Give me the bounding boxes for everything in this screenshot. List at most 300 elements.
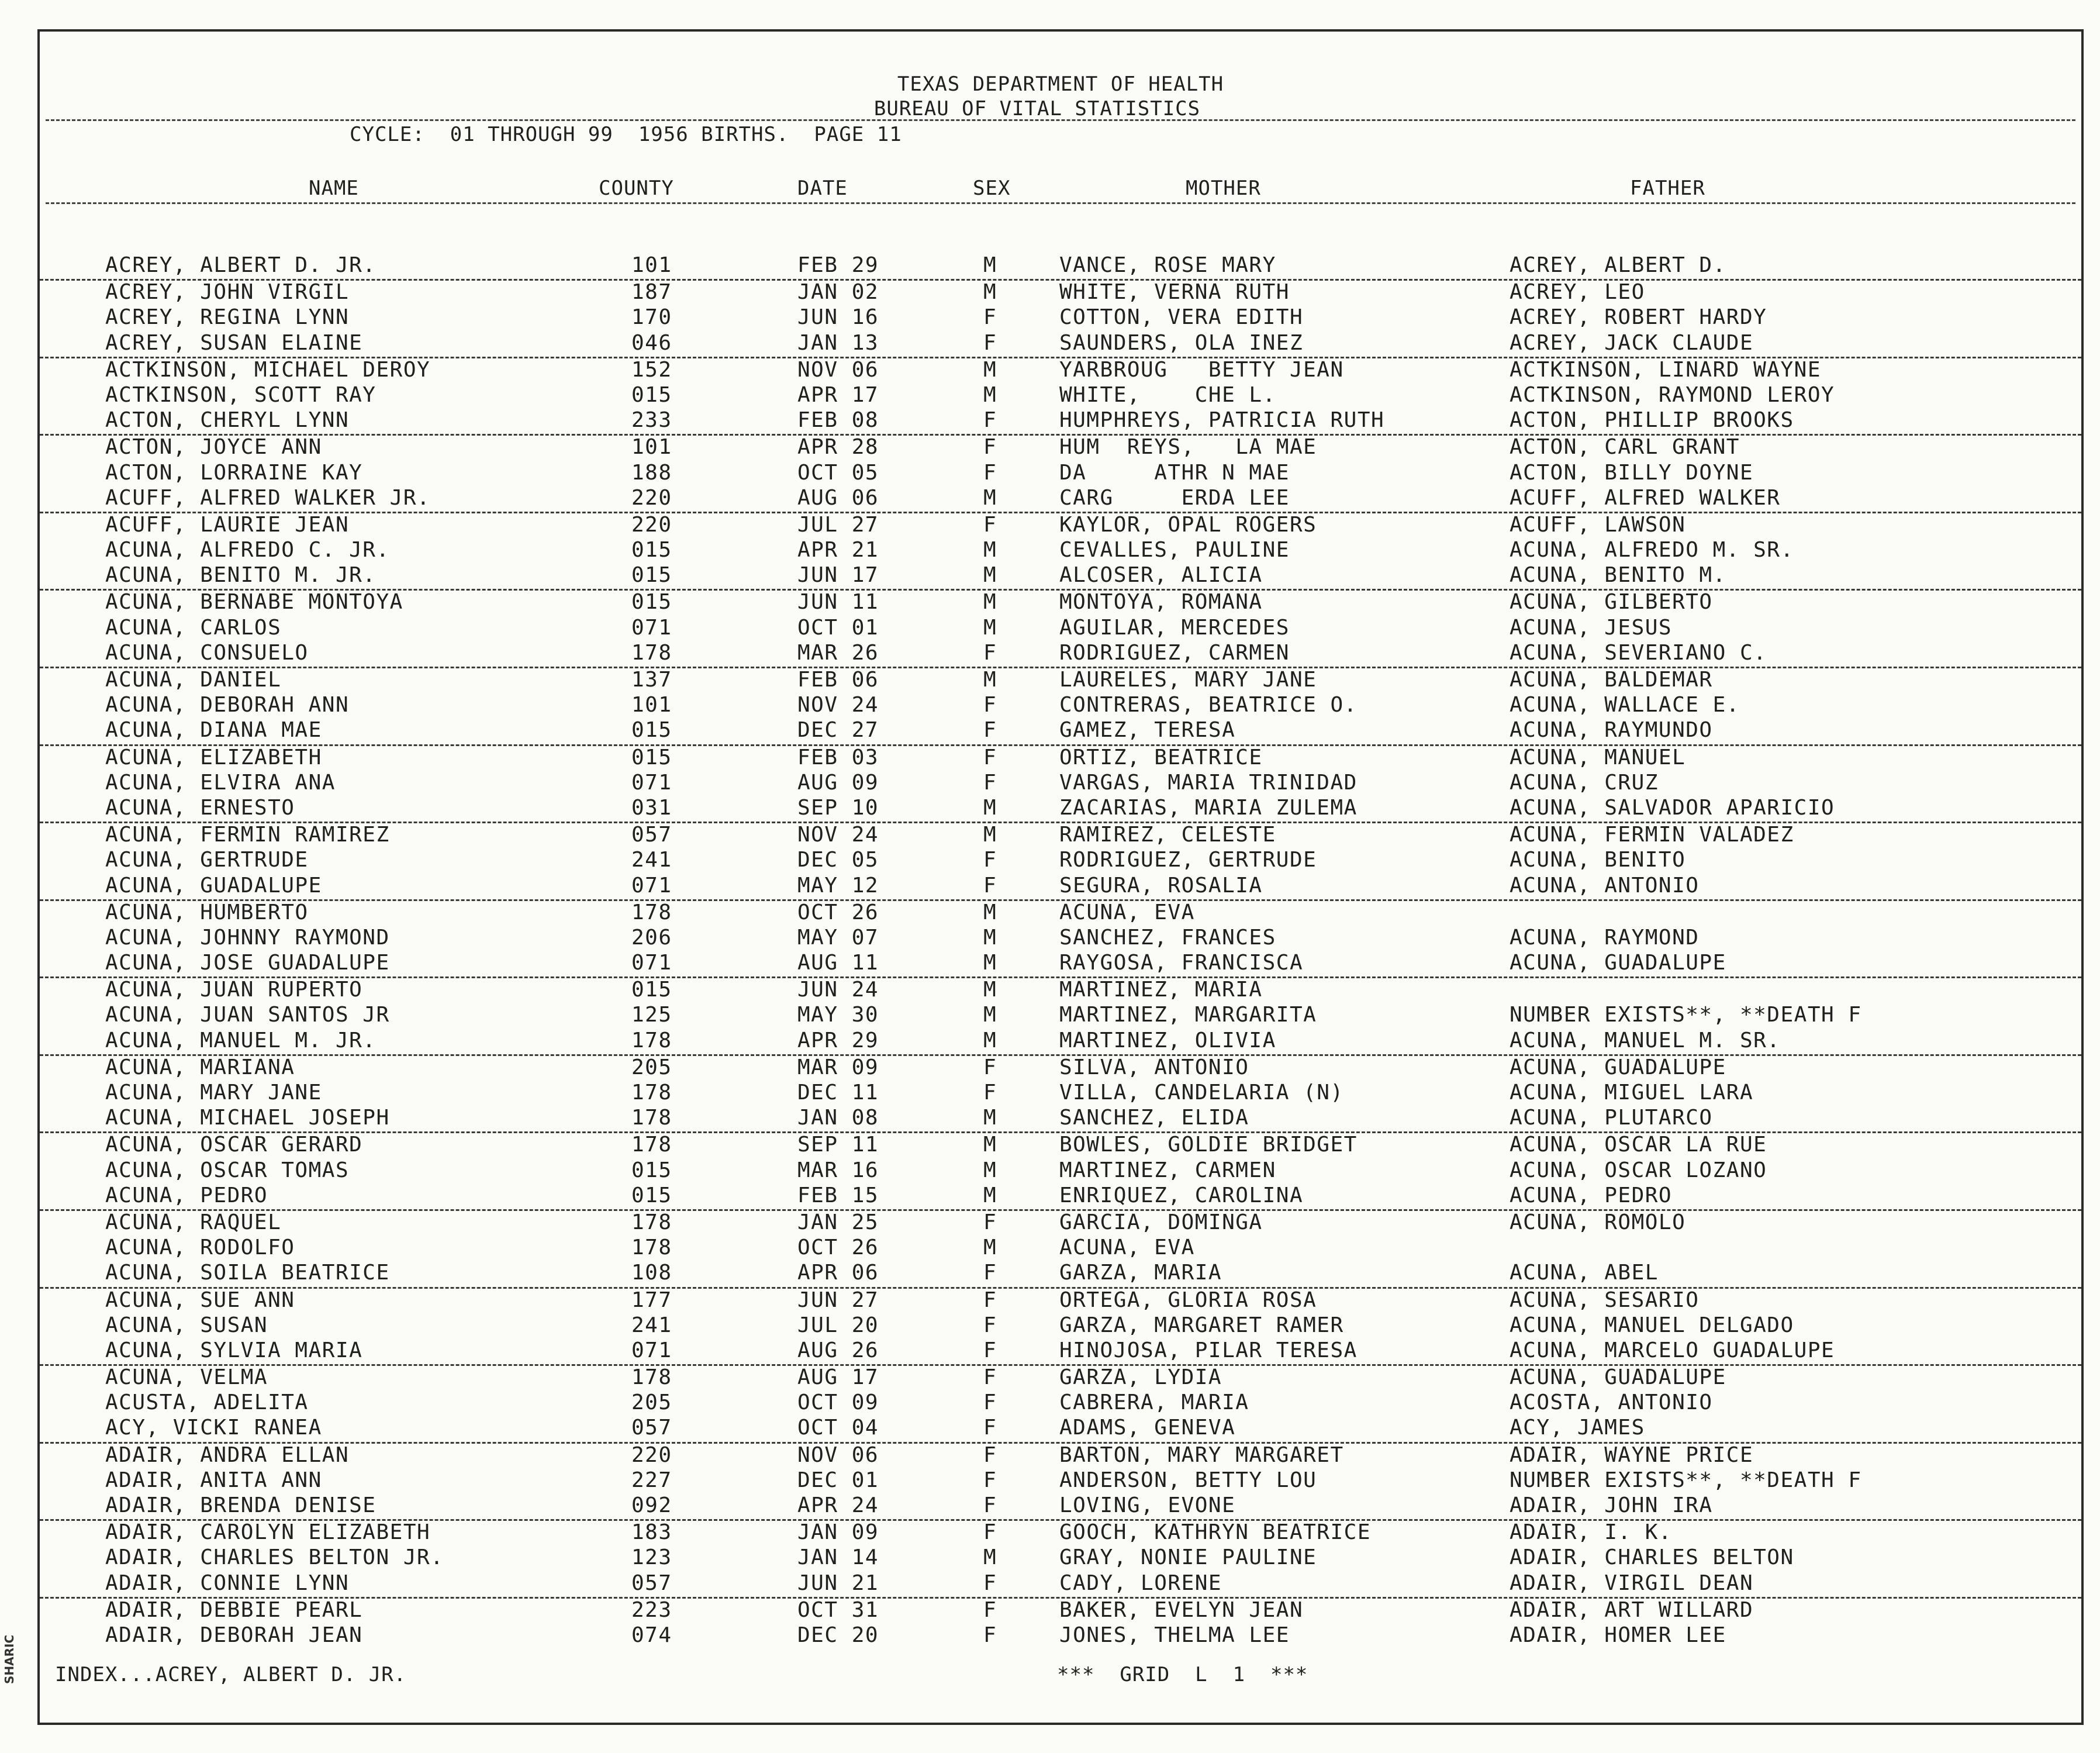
cell-name: ACUNA, MARY JANE	[105, 1081, 322, 1105]
cell-father: ACY, JAMES	[1510, 1416, 1645, 1440]
cell-sex: M	[983, 925, 997, 950]
cell-sex: M	[983, 1183, 997, 1207]
cell-name: ACREY, ALBERT D. JR.	[105, 253, 377, 277]
cell-mother: ANDERSON, BETTY LOU	[1059, 1468, 1317, 1492]
cell-county: 101	[631, 693, 672, 717]
cell-mother: WHITE, VERNA RUTH	[1059, 280, 1290, 305]
cell-county: 015	[631, 538, 672, 563]
cell-name: ACUNA, OSCAR GERARD	[105, 1133, 363, 1157]
cell-sex: M	[983, 538, 997, 563]
cell-sex: M	[983, 668, 997, 692]
column-header-name: NAME	[309, 177, 359, 200]
cell-father: ACUNA, JESUS	[1510, 615, 1673, 640]
cell-father: ACUNA, SALVADOR APARICIO	[1510, 795, 1835, 820]
cell-mother: CEVALLES, PAULINE	[1059, 538, 1290, 563]
cell-father: ACTKINSON, RAYMOND LEROY	[1510, 382, 1835, 407]
cell-mother: ENRIQUEZ, CAROLINA	[1059, 1183, 1304, 1207]
cell-sex: M	[983, 951, 997, 975]
cell-mother: CARG ERDA LEE	[1059, 485, 1290, 510]
cell-sex: M	[983, 563, 997, 588]
cell-county: 071	[631, 1338, 672, 1362]
cell-county: 101	[631, 435, 672, 460]
cell-date: APR 24	[797, 1493, 879, 1517]
cell-date: OCT 04	[797, 1416, 879, 1440]
cell-name: ACUNA, ELVIRA ANA	[105, 770, 336, 795]
cell-date: APR 17	[797, 382, 879, 407]
cell-mother: ADAMS, GENEVA	[1059, 1416, 1236, 1440]
cell-mother: BAKER, EVELYN JEAN	[1059, 1597, 1304, 1622]
cell-father: ACUNA, WALLACE E.	[1510, 693, 1740, 717]
cell-date: DEC 01	[797, 1468, 879, 1492]
cell-mother: GAMEZ, TERESA	[1059, 718, 1236, 743]
cell-father: ACUNA, GUADALUPE	[1510, 1365, 1726, 1390]
cell-name: ACUNA, ELIZABETH	[105, 745, 322, 769]
cell-county: 123	[631, 1545, 672, 1570]
cell-mother: MARTINEZ, OLIVIA	[1059, 1028, 1276, 1053]
table-row	[40, 719, 2081, 746]
cell-county: 170	[631, 305, 672, 330]
cell-mother: ACUNA, EVA	[1059, 1236, 1195, 1260]
cell-sex: F	[983, 512, 997, 537]
cell-sex: F	[983, 693, 997, 717]
cell-sex: F	[983, 435, 997, 460]
cell-name: ADAIR, DEBBIE PEARL	[105, 1597, 363, 1622]
table-row	[40, 486, 2081, 513]
cell-father: ACUNA, RAYMOND	[1510, 925, 1700, 950]
table-row	[40, 1184, 2081, 1211]
cell-sex: M	[983, 1003, 997, 1027]
cell-father: ACUNA, FERMIN VALADEZ	[1510, 823, 1794, 847]
cell-mother: ACUNA, EVA	[1059, 900, 1195, 924]
table-row	[40, 358, 2081, 384]
table-row	[40, 1289, 2081, 1314]
cell-sex: M	[983, 795, 997, 820]
cell-name: ACUNA, GERTRUDE	[105, 848, 309, 872]
cell-county: 015	[631, 718, 672, 743]
cell-mother: GARZA, LYDIA	[1059, 1365, 1222, 1390]
cell-county: 178	[631, 1236, 672, 1260]
table-row	[40, 1261, 2081, 1288]
cell-name: ACUNA, MARIANA	[105, 1055, 295, 1079]
cell-mother: COTTON, VERA EDITH	[1059, 305, 1304, 330]
cell-name: ACUNA, JUAN RUPERTO	[105, 978, 363, 1002]
table-row	[40, 1546, 2081, 1571]
cell-mother: CADY, LORENE	[1059, 1571, 1222, 1595]
cell-date: APR 06	[797, 1261, 879, 1285]
cell-date: OCT 26	[797, 1236, 879, 1260]
cell-father: ACUNA, BALDEMAR	[1510, 668, 1713, 692]
cell-county: 071	[631, 615, 672, 640]
table-row	[40, 926, 2081, 951]
table-row	[40, 641, 2081, 668]
cell-sex: F	[983, 1623, 997, 1647]
cell-sex: F	[983, 1597, 997, 1622]
cell-sex: F	[983, 1416, 997, 1440]
cell-name: ACTKINSON, SCOTT RAY	[105, 382, 377, 407]
cell-father: ACUNA, MARCELO GUADALUPE	[1510, 1338, 1835, 1362]
table-row	[40, 564, 2081, 591]
cell-father: ACUNA, GUADALUPE	[1510, 1055, 1726, 1079]
cell-father: ACUNA, ALFREDO M. SR.	[1510, 538, 1794, 563]
cell-county: 205	[631, 1390, 672, 1415]
cell-name: ACUNA, SUE ANN	[105, 1288, 295, 1312]
cell-county: 227	[631, 1468, 672, 1492]
cell-sex: M	[983, 357, 997, 382]
cell-name: ACUNA, RODOLFO	[105, 1236, 295, 1260]
cell-date: MAY 30	[797, 1003, 879, 1027]
table-row	[40, 1494, 2081, 1521]
cell-date: DEC 05	[797, 848, 879, 872]
table-row	[40, 332, 2081, 358]
cell-mother: VILLA, CANDELARIA (N)	[1059, 1081, 1344, 1105]
table-row	[40, 1056, 2081, 1081]
cell-date: JAN 13	[797, 330, 879, 355]
cell-mother: MONTOYA, ROMANA	[1059, 590, 1263, 615]
cell-mother: GARZA, MARIA	[1059, 1261, 1222, 1285]
cell-name: ACUNA, HUMBERTO	[105, 900, 309, 924]
cell-date: OCT 09	[797, 1390, 879, 1415]
cell-county: 183	[631, 1520, 672, 1545]
table-row	[40, 281, 2081, 306]
cell-name: ACUNA, ALFREDO C. JR.	[105, 538, 390, 563]
column-header-date: DATE	[797, 177, 848, 200]
cell-name: ADAIR, ANDRA ELLAN	[105, 1443, 350, 1467]
cell-mother: KAYLOR, OPAL ROGERS	[1059, 512, 1317, 537]
cell-father: ACUNA, OSCAR LOZANO	[1510, 1158, 1767, 1182]
table-row	[40, 461, 2081, 486]
cell-father: ACREY, ALBERT D.	[1510, 253, 1726, 277]
cell-name: ACUSTA, ADELITA	[105, 1390, 309, 1415]
cell-father: ADAIR, ART WILLARD	[1510, 1597, 1754, 1622]
cell-date: DEC 20	[797, 1623, 879, 1647]
cell-sex: F	[983, 1261, 997, 1285]
cell-date: DEC 11	[797, 1081, 879, 1105]
cell-sex: F	[983, 305, 997, 330]
table-row	[40, 1599, 2081, 1624]
cell-sex: F	[983, 848, 997, 872]
cell-date: FEB 03	[797, 745, 879, 769]
cell-mother: GARZA, MARGARET RAMER	[1059, 1313, 1344, 1337]
cell-date: APR 21	[797, 538, 879, 563]
cell-father: NUMBER EXISTS**, **DEATH F	[1510, 1003, 1862, 1027]
cell-sex: F	[983, 1338, 997, 1362]
cell-county: 178	[631, 640, 672, 665]
cell-county: 205	[631, 1055, 672, 1079]
cell-sex: M	[983, 1158, 997, 1182]
document-frame	[37, 29, 2084, 1725]
cell-father: NUMBER EXISTS**, **DEATH F	[1510, 1468, 1862, 1492]
cell-sex: M	[983, 485, 997, 510]
cell-sex: F	[983, 1390, 997, 1415]
cell-name: ACUFF, ALFRED WALKER JR.	[105, 485, 431, 510]
cell-sex: M	[983, 615, 997, 640]
table-row	[40, 1211, 2081, 1236]
cell-date: JUN 17	[797, 563, 879, 588]
cell-sex: F	[983, 770, 997, 795]
table-row	[40, 1624, 2081, 1649]
cell-father: ACOSTA, ANTONIO	[1510, 1390, 1713, 1415]
cell-sex: M	[983, 823, 997, 847]
cell-sex: F	[983, 1520, 997, 1545]
cell-sex: M	[983, 1236, 997, 1260]
cell-county: 206	[631, 925, 672, 950]
table-row	[40, 1391, 2081, 1416]
cell-date: SEP 10	[797, 795, 879, 820]
cell-mother: MARTINEZ, MARGARITA	[1059, 1003, 1317, 1027]
cell-mother: MARTINEZ, CARMEN	[1059, 1158, 1276, 1182]
cell-name: ACUNA, SYLVIA MARIA	[105, 1338, 363, 1362]
cell-mother: HINOJOSA, PILAR TERESA	[1059, 1338, 1358, 1362]
cell-sex: F	[983, 745, 997, 769]
cell-date: APR 29	[797, 1028, 879, 1053]
cell-father: ACREY, JACK CLAUDE	[1510, 330, 1754, 355]
cell-mother: DA ATHR N MAE	[1059, 460, 1290, 485]
cell-name: ACTON, LORRAINE KAY	[105, 460, 363, 485]
cell-mother: ALCOSER, ALICIA	[1059, 563, 1263, 588]
cell-county: 092	[631, 1493, 672, 1517]
cell-county: 046	[631, 330, 672, 355]
cell-date: SEP 11	[797, 1133, 879, 1157]
cell-mother: RAYGOSA, FRANCISCA	[1059, 951, 1304, 975]
cell-county: 178	[631, 1365, 672, 1390]
cell-sex: M	[983, 1106, 997, 1130]
cell-date: FEB 15	[797, 1183, 879, 1207]
cell-name: ADAIR, DEBORAH JEAN	[105, 1623, 363, 1647]
cell-county: 015	[631, 745, 672, 769]
table-row	[40, 1339, 2081, 1366]
table-row	[40, 668, 2081, 693]
cell-name: ACTON, JOYCE ANN	[105, 435, 322, 460]
cell-date: AUG 09	[797, 770, 879, 795]
cell-county: 220	[631, 1443, 672, 1467]
cell-date: JUL 27	[797, 512, 879, 537]
cell-county: 074	[631, 1623, 672, 1647]
cell-county: 220	[631, 485, 672, 510]
table-row	[40, 1444, 2081, 1469]
cell-mother: BOWLES, GOLDIE BRIDGET	[1059, 1133, 1358, 1157]
cell-date: JUN 27	[797, 1288, 879, 1312]
cell-father: ADAIR, HOMER LEE	[1510, 1623, 1726, 1647]
cell-date: OCT 26	[797, 900, 879, 924]
table-row	[40, 951, 2081, 978]
cell-date: NOV 06	[797, 357, 879, 382]
cell-date: JAN 25	[797, 1210, 879, 1234]
cell-father: ADAIR, I. K.	[1510, 1520, 1673, 1545]
cell-name: ACUNA, CARLOS	[105, 615, 282, 640]
table-row	[40, 1572, 2081, 1599]
cell-date: APR 28	[797, 435, 879, 460]
cell-date: MAY 07	[797, 925, 879, 950]
cell-date: AUG 17	[797, 1365, 879, 1390]
cell-father: ADAIR, CHARLES BELTON	[1510, 1545, 1794, 1570]
cell-mother: RODRIGUEZ, CARMEN	[1059, 640, 1290, 665]
table-row	[40, 384, 2081, 409]
cell-county: 031	[631, 795, 672, 820]
cell-county: 071	[631, 770, 672, 795]
cell-father: ACUNA, MANUEL	[1510, 745, 1686, 769]
cell-county: 178	[631, 1028, 672, 1053]
table-row	[40, 306, 2081, 331]
cell-mother: JONES, THELMA LEE	[1059, 1623, 1290, 1647]
cell-date: AUG 11	[797, 951, 879, 975]
cell-father: ACUFF, ALFRED WALKER	[1510, 485, 1781, 510]
cell-sex: F	[983, 460, 997, 485]
table-row	[40, 1159, 2081, 1184]
cell-mother: HUMPHREYS, PATRICIA RUTH	[1059, 408, 1385, 433]
cell-sex: F	[983, 1365, 997, 1390]
cell-father: ACUNA, MANUEL DELGADO	[1510, 1313, 1794, 1337]
table-row	[40, 539, 2081, 564]
cell-mother: SEGURA, ROSALIA	[1059, 873, 1263, 898]
cell-mother: BARTON, MARY MARGARET	[1059, 1443, 1344, 1467]
cell-father: ACUNA, GUADALUPE	[1510, 951, 1726, 975]
cell-county: 071	[631, 951, 672, 975]
cell-county: 071	[631, 873, 672, 898]
cell-date: JAN 09	[797, 1520, 879, 1545]
cell-date: MAR 16	[797, 1158, 879, 1182]
cell-county: 015	[631, 978, 672, 1002]
cell-date: OCT 01	[797, 615, 879, 640]
cell-sex: M	[983, 1133, 997, 1157]
cell-sex: M	[983, 1028, 997, 1053]
cell-name: ACUNA, OSCAR TOMAS	[105, 1158, 350, 1182]
column-header-sex: SEX	[973, 177, 1011, 200]
cell-county: 241	[631, 848, 672, 872]
table-row	[40, 436, 2081, 461]
cell-father: ACTON, PHILLIP BROOKS	[1510, 408, 1794, 433]
cell-sex: F	[983, 1288, 997, 1312]
cell-date: JAN 14	[797, 1545, 879, 1570]
column-header-county: COUNTY	[599, 177, 674, 200]
cell-sex: F	[983, 408, 997, 433]
cell-mother: VANCE, ROSE MARY	[1059, 253, 1276, 277]
cell-father: ACTKINSON, LINARD WAYNE	[1510, 357, 1821, 382]
cell-county: 015	[631, 590, 672, 615]
cell-county: 223	[631, 1597, 672, 1622]
index-footer: INDEX...ACREY, ALBERT D. JR.	[55, 1663, 407, 1686]
records-list	[40, 254, 2081, 1649]
cell-father: ACUNA, ANTONIO	[1510, 873, 1700, 898]
cell-mother: LAURELES, MARY JANE	[1059, 668, 1317, 692]
cell-mother: VARGAS, MARIA TRINIDAD	[1059, 770, 1358, 795]
cell-father: ACUNA, SESARIO	[1510, 1288, 1700, 1312]
table-row	[40, 254, 2081, 281]
cell-county: 101	[631, 253, 672, 277]
cell-name: ACTON, CHERYL LYNN	[105, 408, 350, 433]
cell-date: JUL 20	[797, 1313, 879, 1337]
table-row	[40, 1081, 2081, 1106]
cell-county: 241	[631, 1313, 672, 1337]
cell-name: ACREY, REGINA LYNN	[105, 305, 350, 330]
cell-father: ACUNA, MANUEL M. SR.	[1510, 1028, 1781, 1053]
cell-sex: M	[983, 590, 997, 615]
cell-date: FEB 29	[797, 253, 879, 277]
cell-name: ACUNA, SUSAN	[105, 1313, 268, 1337]
header-divider	[46, 119, 2075, 121]
cell-mother: RAMIREZ, CELESTE	[1059, 823, 1276, 847]
cell-sex: F	[983, 718, 997, 743]
cell-county: 015	[631, 563, 672, 588]
cell-name: ACY, VICKI RANEA	[105, 1416, 322, 1440]
cell-name: ACUNA, SOILA BEATRICE	[105, 1261, 390, 1285]
cell-father: ACREY, LEO	[1510, 280, 1645, 305]
cell-sex: F	[983, 330, 997, 355]
cell-father: ADAIR, WAYNE PRICE	[1510, 1443, 1754, 1467]
cell-sex: M	[983, 978, 997, 1002]
table-row	[40, 771, 2081, 796]
cell-sex: F	[983, 1210, 997, 1234]
column-header-father: FATHER	[1630, 177, 1705, 200]
cell-mother: ZACARIAS, MARIA ZULEMA	[1059, 795, 1358, 820]
cell-father: ACUNA, BENITO	[1510, 848, 1686, 872]
cell-mother: HUM REYS, LA MAE	[1059, 435, 1317, 460]
cell-name: ADAIR, CONNIE LYNN	[105, 1571, 350, 1595]
cell-mother: ORTIZ, BEATRICE	[1059, 745, 1263, 769]
table-row	[40, 1003, 2081, 1029]
cell-father: ACREY, ROBERT HARDY	[1510, 305, 1767, 330]
cycle-line: CYCLE: 01 THROUGH 99 1956 BIRTHS. PAGE 11	[350, 123, 902, 146]
cell-mother: GRAY, NONIE PAULINE	[1059, 1545, 1317, 1570]
cell-county: 233	[631, 408, 672, 433]
cell-sex: M	[983, 280, 997, 305]
cell-name: ACTKINSON, MICHAEL DEROY	[105, 357, 431, 382]
side-label: SHARIC	[2, 1634, 16, 1684]
cell-father: ADAIR, JOHN IRA	[1510, 1493, 1713, 1517]
cell-sex: F	[983, 1055, 997, 1079]
cell-date: OCT 05	[797, 460, 879, 485]
cell-county: 178	[631, 1133, 672, 1157]
cell-sex: F	[983, 1313, 997, 1337]
cell-father: ACUNA, ROMOLO	[1510, 1210, 1686, 1234]
cell-name: ACREY, SUSAN ELAINE	[105, 330, 363, 355]
cell-name: ACUNA, DANIEL	[105, 668, 282, 692]
cell-name: ACUNA, DIANA MAE	[105, 718, 322, 743]
cell-father: ACUNA, PLUTARCO	[1510, 1106, 1713, 1130]
cell-county: 178	[631, 1210, 672, 1234]
cell-county: 108	[631, 1261, 672, 1285]
cell-date: AUG 26	[797, 1338, 879, 1362]
cell-mother: GARCIA, DOMINGA	[1059, 1210, 1263, 1234]
cell-county: 177	[631, 1288, 672, 1312]
cell-name: ACUNA, JUAN SANTOS JR	[105, 1003, 390, 1027]
cell-name: ACREY, JOHN VIRGIL	[105, 280, 350, 305]
cell-mother: CONTRERAS, BEATRICE O.	[1059, 693, 1358, 717]
table-row	[40, 616, 2081, 641]
cell-date: MAR 26	[797, 640, 879, 665]
cell-mother: SAUNDERS, OLA INEZ	[1059, 330, 1304, 355]
cell-name: ADAIR, CHARLES BELTON JR.	[105, 1545, 444, 1570]
table-row	[40, 874, 2081, 901]
cell-county: 057	[631, 1571, 672, 1595]
table-row	[40, 1236, 2081, 1261]
column-header-divider	[46, 202, 2075, 204]
cell-county: 187	[631, 280, 672, 305]
table-row	[40, 978, 2081, 1003]
cell-date: NOV 24	[797, 693, 879, 717]
cell-name: ACUNA, ERNESTO	[105, 795, 295, 820]
table-row	[40, 1133, 2081, 1158]
cell-mother: SILVA, ANTONIO	[1059, 1055, 1249, 1079]
cell-mother: MARTINEZ, MARIA	[1059, 978, 1263, 1002]
cell-county: 125	[631, 1003, 672, 1027]
table-row	[40, 1366, 2081, 1391]
cell-county: 015	[631, 1183, 672, 1207]
cell-mother: RODRIGUEZ, GERTRUDE	[1059, 848, 1317, 872]
cell-date: JUN 11	[797, 590, 879, 615]
cell-county: 057	[631, 1416, 672, 1440]
table-row	[40, 513, 2081, 539]
cell-date: AUG 06	[797, 485, 879, 510]
